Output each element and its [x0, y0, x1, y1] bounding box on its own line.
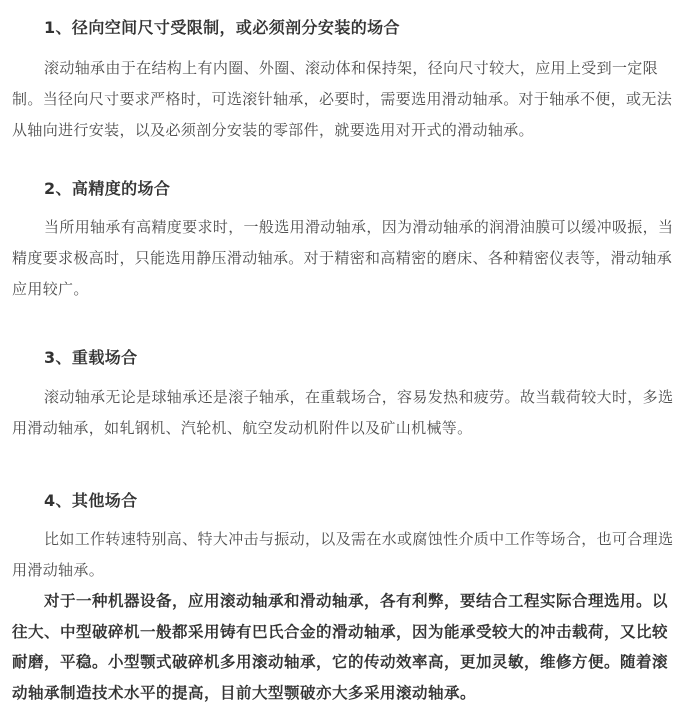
section-1-paragraph: 滚动轴承由于在结构上有内圈、外圈、滚动体和保持架，径向尺寸较大，应用上受到一定限制。当径向尺寸要求严格时，可选滚针轴承，必要时，需要选用滑动轴承。对于轴承不便，或无法从轴向进行安装，以及必须剖分安装的零部件，就要选用对开式的滑动轴承。: [12, 59, 673, 139]
section-3-heading: 3、重载场合: [44, 348, 138, 367]
conclusion-paragraph: 对于一种机器设备，应用滚动轴承和滑动轴承，各有利弊，要结合工程实际合理选用。以往大、中型破碎机一般都采用铸有巴氏合金的滑动轴承，因为能承受较大的冲击载荷，又比较耐磨，平稳。小型颚式破碎机多用滚动轴承，它的传动效率高，更加灵敏，维修方便。随着滚动轴承制造技术水平的提高，目前大型颚破亦大多采用滚动轴承。: [12, 592, 669, 702]
section-4-paragraph: 比如工作转速特别高、特大冲击与振动，以及需在水或腐蚀性介质中工作等场合，也可合理选用滑动轴承。: [12, 530, 674, 579]
section-1-heading: 1、径向空间尺寸受限制，或必须剖分安装的场合: [44, 18, 400, 37]
section-2-paragraph: 当所用轴承有高精度要求时，一般选用滑动轴承，因为滑动轴承的润滑油膜可以缓冲吸振，当精度要求极高时，只能选用静压滑动轴承。对于精密和高精密的磨床、各种精密仪表等，滑动轴承应用较广。: [12, 218, 674, 298]
section-3-paragraph: 滚动轴承无论是球轴承还是滚子轴承，在重载场合，容易发热和疲劳。故当载荷较大时，多选用滑动轴承，如轧钢机、汽轮机、航空发动机附件以及矿山机械等。: [12, 388, 674, 437]
section-2-heading: 2、高精度的场合: [44, 179, 171, 198]
section-4-heading: 4、其他场合: [44, 491, 138, 510]
